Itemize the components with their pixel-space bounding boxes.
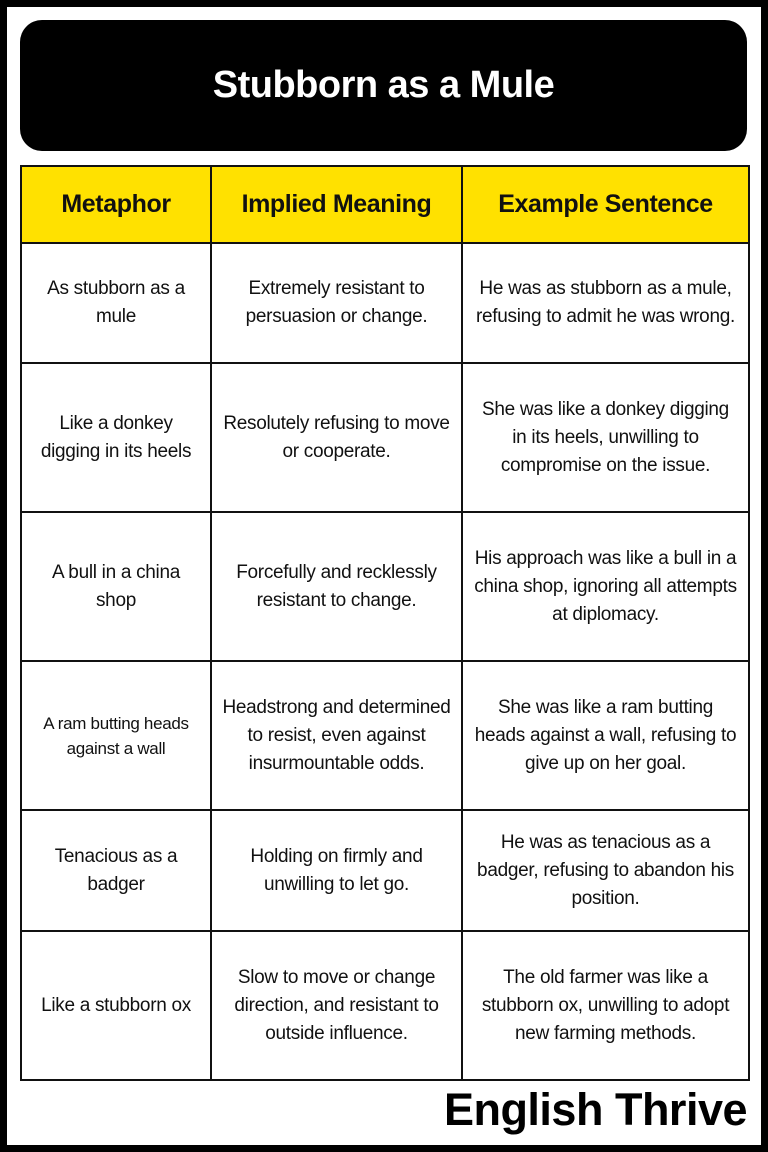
- column-header-metaphor: Metaphor: [21, 166, 211, 243]
- meaning-cell: Extremely resistant to persuasion or change.: [211, 243, 462, 363]
- metaphor-cell: As stubborn as a mule: [21, 243, 211, 363]
- metaphor-cell: Like a stubborn ox: [21, 931, 211, 1080]
- example-cell: She was like a ram butting heads against a wall, refusing to give up on her goal.: [462, 661, 749, 810]
- table-row: [21, 931, 749, 1080]
- metaphor-cell: Like a donkey digging in its heels: [21, 363, 211, 512]
- metaphor-table: [20, 165, 750, 1081]
- metaphor-cell: A bull in a china shop: [21, 512, 211, 661]
- brand-logo-text: English Thrive: [443, 1084, 747, 1135]
- example-cell: He was as tenacious as a badger, refusing to abandon his position.: [462, 810, 749, 931]
- meaning-cell: Headstrong and determined to resist, even against insurmountable odds.: [211, 661, 462, 810]
- table-row: [21, 363, 749, 512]
- table-row: [21, 661, 749, 810]
- page-title: Stubborn as a Mule: [212, 64, 555, 106]
- meaning-cell: Holding on firmly and unwilling to let go.: [211, 810, 462, 931]
- table-row: [21, 810, 749, 931]
- metaphor-cell: Tenacious as a badger: [21, 810, 211, 931]
- table-row: [21, 512, 749, 661]
- example-cell: His approach was like a bull in a china shop, ignoring all attempts at diplomacy.: [462, 512, 749, 661]
- example-cell: The old farmer was like a stubborn ox, unwilling to adopt new farming methods.: [462, 931, 749, 1080]
- table-row: [21, 243, 749, 363]
- page: [7, 7, 761, 1145]
- meaning-cell: Resolutely refusing to move or cooperate.: [211, 363, 462, 512]
- meaning-cell: Slow to move or change direction, and resistant to outside influence.: [211, 931, 462, 1080]
- example-cell: She was like a donkey digging in its heels, unwilling to compromise on the issue.: [462, 363, 749, 512]
- metaphor-cell: A ram butting heads against a wall: [21, 661, 211, 810]
- column-header-implied-meaning: Implied Meaning: [211, 166, 462, 243]
- meaning-cell: Forcefully and recklessly resistant to change.: [211, 512, 462, 661]
- example-cell: He was as stubborn as a mule, refusing to admit he was wrong.: [462, 243, 749, 363]
- column-header-example-sentence: Example Sentence: [462, 166, 749, 243]
- table-header-row: [21, 166, 749, 243]
- title-banner: [20, 20, 747, 151]
